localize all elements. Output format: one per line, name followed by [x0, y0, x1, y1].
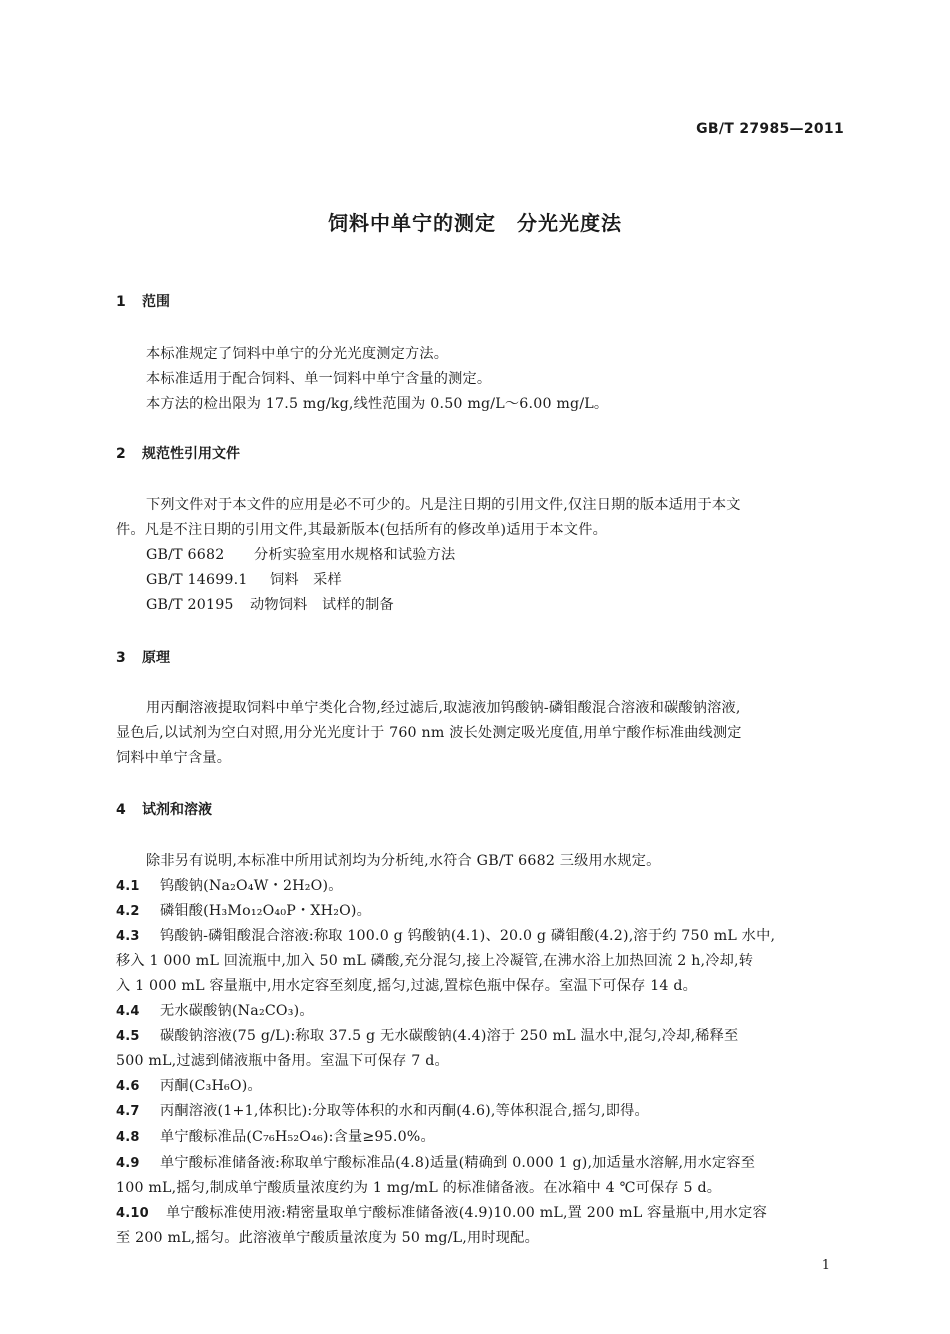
reagent-item — [116, 1075, 262, 1095]
item-number: 4.2 — [116, 904, 140, 919]
item-continuation: 入 1 000 mL 容量瓶中,用水定容至刻度,摇匀,过滤,置棕色瓶中保存。室温下可保存 14 d。 — [116, 978, 698, 994]
item-number: 4.6 — [116, 1079, 140, 1094]
reagent-item — [116, 925, 775, 945]
section-number: 3 — [116, 650, 126, 666]
section-title: 试剂和溶液 — [142, 802, 212, 818]
normative-reference — [146, 569, 342, 589]
item-text: 丙酮溶液(1+1,体积比):分取等体积的水和丙酮(4.6),等体积混合,摇匀,即得。 — [160, 1103, 649, 1119]
reagent-item — [116, 900, 371, 920]
section-3-heading — [116, 647, 170, 667]
item-continuation: 100 mL,摇匀,制成单宁酸质量浓度约为 1 mg/mL 的标准储备液。在冰箱中 4 ℃可保存 5 d。 — [116, 1180, 722, 1196]
paragraph-line: 饲料中单宁含量。 — [116, 750, 232, 766]
item-number: 4.8 — [116, 1130, 140, 1145]
paragraph-line: 本方法的检出限为 17.5 mg/kg,线性范围为 0.50 mg/L～6.00 mg/L。 — [146, 396, 609, 412]
item-text: 单宁酸标准使用液:精密量取单宁酸标准储备液(4.9)10.00 mL,置 200 mL 容量瓶中,用水定容 — [166, 1205, 767, 1221]
section-title: 原理 — [142, 650, 170, 666]
reagent-item — [116, 1100, 649, 1120]
paragraph-line: 本标准适用于配合饲料、单一饲料中单宁含量的测定。 — [146, 371, 492, 387]
item-text: 钨酸钠-磷钼酸混合溶液:称取 100.0 g 钨酸钠(4.1)、20.0 g 磷钼酸(4.2),溶于约 750 mL 水中, — [160, 928, 776, 944]
paragraph-line: 用丙酮溶液提取饲料中单宁类化合物,经过滤后,取滤液加钨酸钠-磷钼酸混合溶液和碳酸钠溶液, — [146, 700, 741, 716]
section-1-heading — [116, 291, 170, 311]
item-text: 无水碳酸钠(Na₂CO₃)。 — [160, 1003, 314, 1019]
section-number: 2 — [116, 446, 126, 462]
item-number: 4.9 — [116, 1156, 140, 1171]
item-number: 4.5 — [116, 1029, 140, 1044]
reagent-item — [116, 875, 343, 895]
item-number: 4.7 — [116, 1104, 140, 1119]
section-4-heading — [116, 799, 212, 819]
paragraph-line: 本标准规定了饲料中单宁的分光光度测定方法。 — [146, 346, 449, 362]
section-title: 规范性引用文件 — [142, 446, 240, 462]
item-continuation: 500 mL,过滤到储液瓶中备用。室温下可保存 7 d。 — [116, 1053, 449, 1069]
section-2-heading — [116, 443, 240, 463]
item-text: 单宁酸标准储备液:称取单宁酸标准品(4.8)适量(精确到 0.000 1 g),加适量水溶解,用水定容至 — [160, 1155, 756, 1171]
reference-code: GB/T 14699.1 — [146, 572, 248, 588]
normative-reference — [146, 544, 455, 564]
section-number: 1 — [116, 294, 126, 310]
item-continuation: 移入 1 000 mL 回流瓶中,加入 50 mL 磷酸,充分混匀,接上冷凝管,在沸水浴上加热回流 2 h,冷却,转 — [116, 953, 754, 969]
item-text: 钨酸钠(Na₂O₄W・2H₂O)。 — [160, 878, 343, 894]
item-number: 4.4 — [116, 1004, 140, 1019]
item-number: 4.3 — [116, 929, 140, 944]
item-number: 4.1 — [116, 879, 140, 894]
item-continuation: 至 200 mL,摇匀。此溶液单宁酸质量浓度为 50 mg/L,用时现配。 — [116, 1230, 539, 1246]
reagent-item — [116, 1152, 755, 1172]
reagent-item — [116, 1126, 435, 1146]
item-text: 碳酸钠溶液(75 g/L):称取 37.5 g 无水碳酸钠(4.4)溶于 250 mL 温水中,混匀,冷却,稀释至 — [160, 1028, 739, 1044]
reference-title: 动物饲料 试样的制备 — [250, 597, 394, 613]
reference-code: GB/T 6682 — [146, 547, 225, 563]
paragraph-line: 下列文件对于本文件的应用是必不可少的。凡是注日期的引用文件,仅注日期的版本适用于本文 — [146, 497, 741, 513]
paragraph-line: 显色后,以试剂为空白对照,用分光光度计于 760 nm 波长处测定吸光度值,用单宁酸作标准曲线测定 — [116, 725, 742, 741]
reference-title: 分析实验室用水规格和试验方法 — [254, 547, 456, 563]
section-number: 4 — [116, 802, 126, 818]
item-number: 4.10 — [116, 1206, 149, 1221]
item-text: 单宁酸标准品(C₇₆H₅₂O₄₆):含量≥95.0%。 — [160, 1129, 435, 1145]
item-text: 磷钼酸(H₃Mo₁₂O₄₀P・XH₂O)。 — [160, 903, 372, 919]
page-number: 1 — [821, 1258, 830, 1273]
standard-number: GB/T 27985—2011 — [696, 121, 844, 137]
reagent-item — [116, 1025, 738, 1045]
paragraph-line: 件。凡是不注日期的引用文件,其最新版本(包括所有的修改单)适用于本文件。 — [116, 522, 607, 538]
reagent-item — [116, 1000, 314, 1020]
document-title: 饲料中单宁的测定 分光光度法 — [328, 211, 622, 235]
item-text: 丙酮(C₃H₆O)。 — [160, 1078, 262, 1094]
section-title: 范围 — [142, 294, 170, 310]
reference-code: GB/T 20195 — [146, 597, 234, 613]
reference-title: 饲料 采样 — [270, 572, 342, 588]
paragraph-line: 除非另有说明,本标准中所用试剂均为分析纯,水符合 GB/T 6682 三级用水规定。 — [146, 853, 661, 869]
reagent-item — [116, 1202, 767, 1222]
normative-reference — [146, 594, 394, 614]
